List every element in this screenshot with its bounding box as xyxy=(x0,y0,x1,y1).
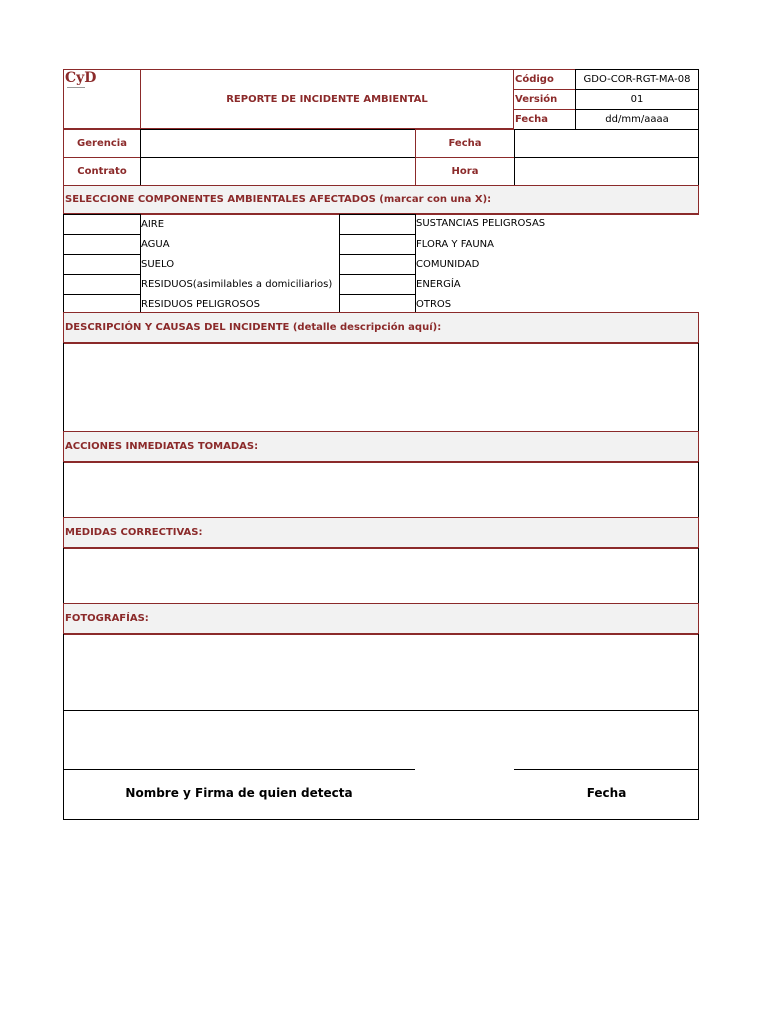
signature-line xyxy=(63,769,415,770)
hora-field[interactable] xyxy=(514,157,699,186)
description-area[interactable] xyxy=(63,343,699,432)
contrato-label: Contrato xyxy=(63,157,141,186)
code-value: GDO-COR-RGT-MA-08 xyxy=(575,69,699,90)
fecha-field[interactable] xyxy=(514,129,699,158)
component-label-aire: AIRE xyxy=(141,218,165,230)
version-value: 01 xyxy=(575,89,699,110)
hora-label: Hora xyxy=(415,157,515,186)
version-label: Versión xyxy=(513,89,576,110)
checkbox-agua[interactable] xyxy=(63,234,141,255)
description-section-title: DESCRIPCIÓN Y CAUSAS DEL INCIDENTE (detalle descripción aquí): xyxy=(63,312,699,344)
component-label-otros: OTROS xyxy=(416,298,452,310)
component-label-flora-fauna: FLORA Y FAUNA xyxy=(416,238,495,250)
checkbox-flora-fauna[interactable] xyxy=(339,234,416,255)
header-date-value: dd/mm/aaaa xyxy=(575,109,699,130)
header-date-label: Fecha xyxy=(513,109,576,130)
corrective-area[interactable] xyxy=(63,548,699,604)
actions-area[interactable] xyxy=(63,462,699,518)
component-label-energia: ENERGÍA xyxy=(416,278,461,290)
checkbox-aire[interactable] xyxy=(63,214,141,235)
incident-report-form xyxy=(63,69,699,820)
code-label: Código xyxy=(513,69,576,90)
signature-block xyxy=(63,710,699,820)
form-title: REPORTE DE INCIDENTE AMBIENTAL xyxy=(140,69,514,129)
signature-name-label: Nombre y Firma de quien detecta xyxy=(125,786,353,800)
gerencia-field[interactable] xyxy=(140,129,416,158)
component-label-comunidad: COMUNIDAD xyxy=(416,258,480,270)
corrective-section-title: MEDIDAS CORRECTIVAS: xyxy=(63,517,699,549)
checkbox-suelo[interactable] xyxy=(63,254,141,275)
component-label-residuos-domiciliarios: RESIDUOS(asimilables a domiciliarios) xyxy=(141,278,333,290)
contrato-field[interactable] xyxy=(140,157,416,186)
checkbox-energia[interactable] xyxy=(339,274,416,295)
components-grid xyxy=(63,214,699,314)
logo-underline xyxy=(67,87,85,88)
component-label-sustancias-peligrosas: SUSTANCIAS PELIGROSAS xyxy=(416,217,546,229)
gerencia-label: Gerencia xyxy=(63,129,141,158)
checkbox-sustancias-peligrosas[interactable] xyxy=(339,214,416,235)
photos-section-title: FOTOGRAFÍAS: xyxy=(63,603,699,635)
checkbox-residuos-domiciliarios[interactable] xyxy=(63,274,141,295)
checkbox-comunidad[interactable] xyxy=(339,254,416,275)
component-label-suelo: SUELO xyxy=(141,258,175,270)
component-label-residuos-peligrosos: RESIDUOS PELIGROSOS xyxy=(141,298,260,310)
actions-section-title: ACCIONES INMEDIATAS TOMADAS: xyxy=(63,431,699,463)
component-label-agua: AGUA xyxy=(141,238,170,250)
photos-area[interactable] xyxy=(63,634,699,711)
company-logo xyxy=(63,69,141,129)
fecha-label: Fecha xyxy=(415,129,515,158)
components-section-title: SELECCIONE COMPONENTES AMBIENTALES AFECTADOS (marcar con una X): xyxy=(63,185,699,215)
signature-date-line xyxy=(514,769,699,770)
signature-date-label: Fecha xyxy=(586,786,627,800)
logo-text: CyD xyxy=(65,70,97,86)
